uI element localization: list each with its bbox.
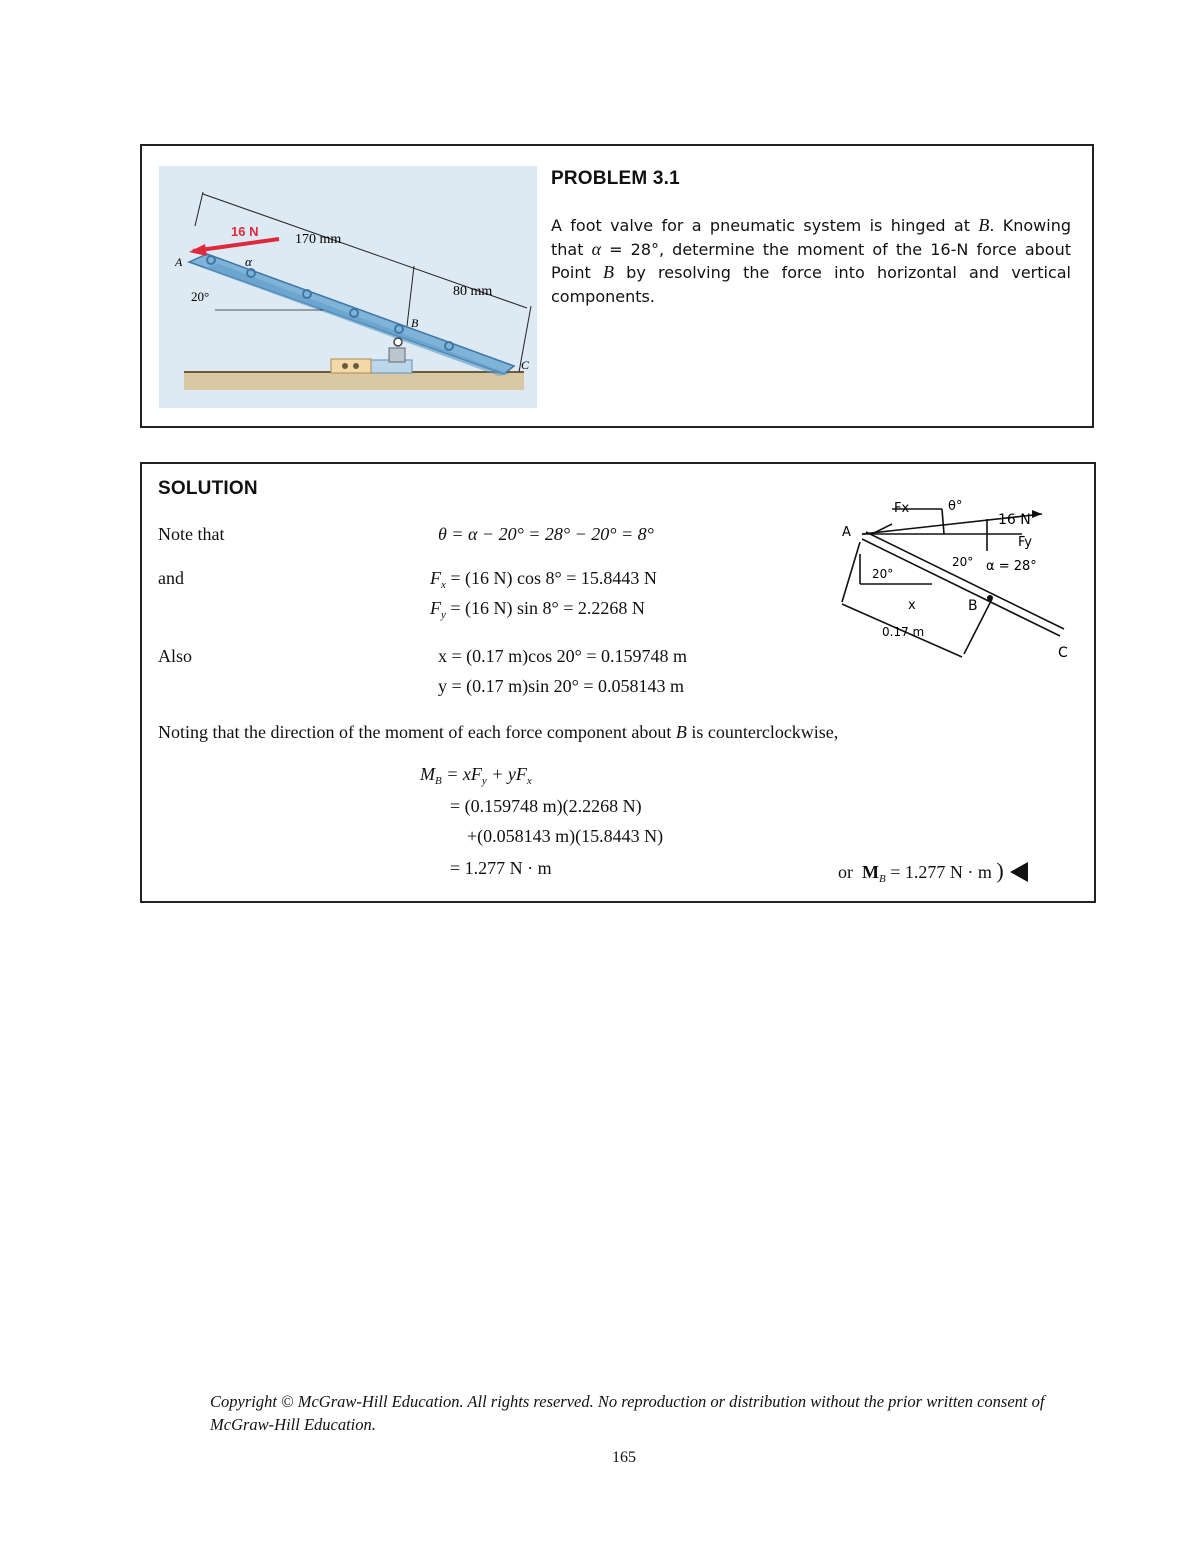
figure-force-label: 16 N — [231, 224, 259, 239]
sketch-point-a: A — [842, 525, 851, 540]
foot-valve-figure — [159, 166, 537, 408]
sketch-length-label: 0.17 m — [882, 625, 925, 639]
sketch-angle1-label: 20° — [952, 555, 974, 569]
copyright-notice: Copyright © McGraw-Hill Education. All rights reserved. No reproduction or distribution without the prior written consent of McGraw-Hill Education. — [210, 1392, 1045, 1434]
figure-alpha-label: α — [245, 254, 252, 269]
also-label: Also — [158, 646, 193, 666]
solution-box — [140, 462, 1096, 903]
figure-point-a: A — [175, 255, 183, 269]
figure-len1-label: 170 mm — [295, 232, 342, 247]
answer-arrow-icon — [1010, 862, 1028, 882]
page-number: 165 — [612, 1449, 636, 1466]
sketch-fy-label: Fy — [1018, 535, 1032, 550]
solution-title: SOLUTION — [158, 478, 258, 499]
mb-equation-line2: = (0.159748 m)(2.2268 N) — [450, 796, 642, 816]
problem-statement: A foot valve for a pneumatic system is hinged at B. Knowing that α = 28°, determine the moment of the 16-N force about Point B by resolving the force into horizontal and vertical components. — [551, 215, 1071, 306]
x-equation: x = (0.17 m)cos 20° = 0.159748 m — [438, 646, 687, 666]
sketch-point-c: C — [1058, 645, 1068, 661]
figure-point-b: B — [411, 316, 419, 330]
theta-equation: θ = α − 20° = 28° − 20° = 8° — [438, 524, 654, 544]
figure-len2-label: 80 mm — [453, 284, 493, 299]
noting-text: Noting that the direction of the moment of each force component about B is counterclockwise, — [158, 722, 839, 742]
problem-box — [140, 144, 1094, 428]
sketch-x-label: x — [908, 598, 916, 613]
and-label: and — [158, 568, 184, 588]
note-that-label: Note that — [158, 524, 225, 544]
figure-point-c: C — [521, 358, 530, 372]
sketch-force-label: 16 N — [998, 512, 1031, 528]
mb-equation-line4: = 1.277 N · m — [450, 858, 552, 878]
figure-angle-label: 20° — [191, 289, 210, 304]
solution-sketch — [832, 494, 1072, 664]
sketch-point-b: B — [968, 598, 978, 614]
sketch-angle2-label: 20° — [872, 567, 894, 581]
sketch-fx-label: Fx — [894, 501, 910, 516]
final-answer: or $M_B = 1.277$ N · m ) — [838, 858, 1028, 885]
sketch-theta-label: θ° — [948, 499, 963, 514]
mb-equation-line1: $M_B = xF_y + yF_x$ — [420, 764, 532, 787]
fy-equation: $F_y = (16$ N) sin 8° = 2.2268 N — [430, 598, 645, 621]
sketch-alpha-label: α = 28° — [986, 559, 1037, 574]
y-equation: y = (0.17 m)sin 20° = 0.058143 m — [438, 676, 684, 696]
fx-equation: $F_x = (16$ N) cos 8° = 15.8443 N — [430, 568, 657, 591]
problem-title: PROBLEM 3.1 — [551, 168, 680, 189]
mb-equation-line3: +(0.058143 m)(15.8443 N) — [467, 826, 664, 846]
